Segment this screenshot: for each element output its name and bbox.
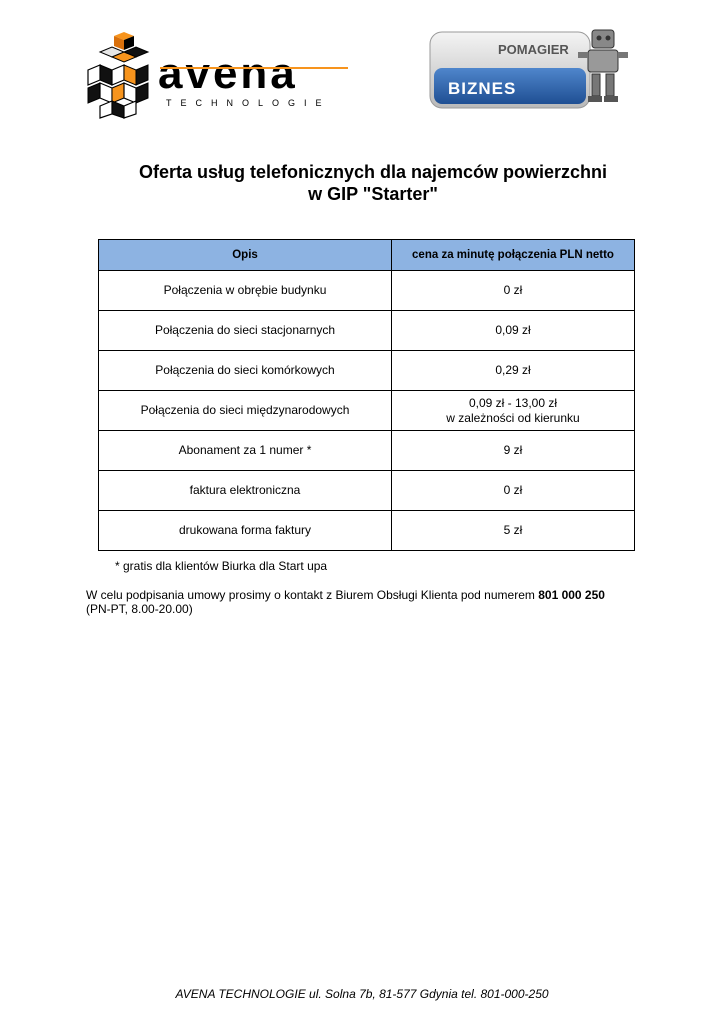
table-row — [99, 471, 635, 511]
row-price: 0,09 zł — [392, 311, 635, 351]
table-row — [99, 311, 635, 351]
pomagier-wordmark: POMAGIER — [498, 42, 569, 57]
avena-wordmark: avena — [158, 49, 298, 98]
row-description: Połączenia w obrębie budynku — [99, 271, 392, 311]
row-price — [392, 391, 635, 431]
footer-company: AVENA TECHNOLOGIE — [175, 987, 306, 1001]
table-row — [99, 351, 635, 391]
price-table — [98, 239, 635, 551]
row-description: Połączenia do sieci międzynarodowych — [99, 391, 392, 431]
title-line-1: Oferta usług telefonicznych dla najemców powierzchni — [138, 162, 608, 182]
contact-text: W celu podpisania umowy prosimy o kontakt z Biurem Obsługi Klienta pod numerem — [86, 588, 535, 602]
contact-phone: 801 000 250 — [538, 588, 605, 602]
row-price: 9 zł — [392, 431, 635, 471]
footnote: * gratis dla klientów Biurka dla Start upa — [115, 559, 328, 573]
page-title — [0, 161, 724, 205]
row-description: drukowana forma faktury — [99, 511, 392, 551]
avena-subtitle: TECHNOLOGIE — [166, 98, 331, 108]
table-header-row — [99, 240, 635, 271]
column-header-price: cena za minutę połączenia PLN netto — [392, 240, 635, 271]
table-row — [99, 271, 635, 311]
row-price-range: 0,09 zł - 13,00 zł — [468, 395, 558, 410]
contact-paragraph — [86, 588, 646, 616]
table-row — [99, 431, 635, 471]
page-footer — [0, 987, 724, 1001]
row-price: 0,29 zł — [392, 351, 635, 391]
row-description: faktura elektroniczna — [99, 471, 392, 511]
table-row — [99, 511, 635, 551]
table-row — [99, 391, 635, 431]
biznes-wordmark: BIZNES — [448, 79, 517, 98]
row-description: Połączenia do sieci komórkowych — [99, 351, 392, 391]
title-line-2: w GIP "Starter" — [308, 184, 438, 204]
pomagier-biznes-logo — [428, 24, 630, 112]
cube-icon — [88, 32, 148, 118]
row-price: 0 zł — [392, 471, 635, 511]
row-description: Połączenia do sieci stacjonarnych — [99, 311, 392, 351]
column-header-description: Opis — [99, 240, 392, 271]
row-price-note: w zależności od kierunku — [446, 410, 580, 425]
avena-logo — [86, 30, 356, 120]
row-price: 0 zł — [392, 271, 635, 311]
footer-address: ul. Solna 7b, 81-577 Gdynia tel. 801-000-250 — [305, 987, 549, 1001]
row-price: 5 zł — [392, 511, 635, 551]
contact-hours: (PN-PT, 8.00-20.00) — [86, 602, 193, 616]
row-description: Abonament za 1 numer * — [99, 431, 392, 471]
